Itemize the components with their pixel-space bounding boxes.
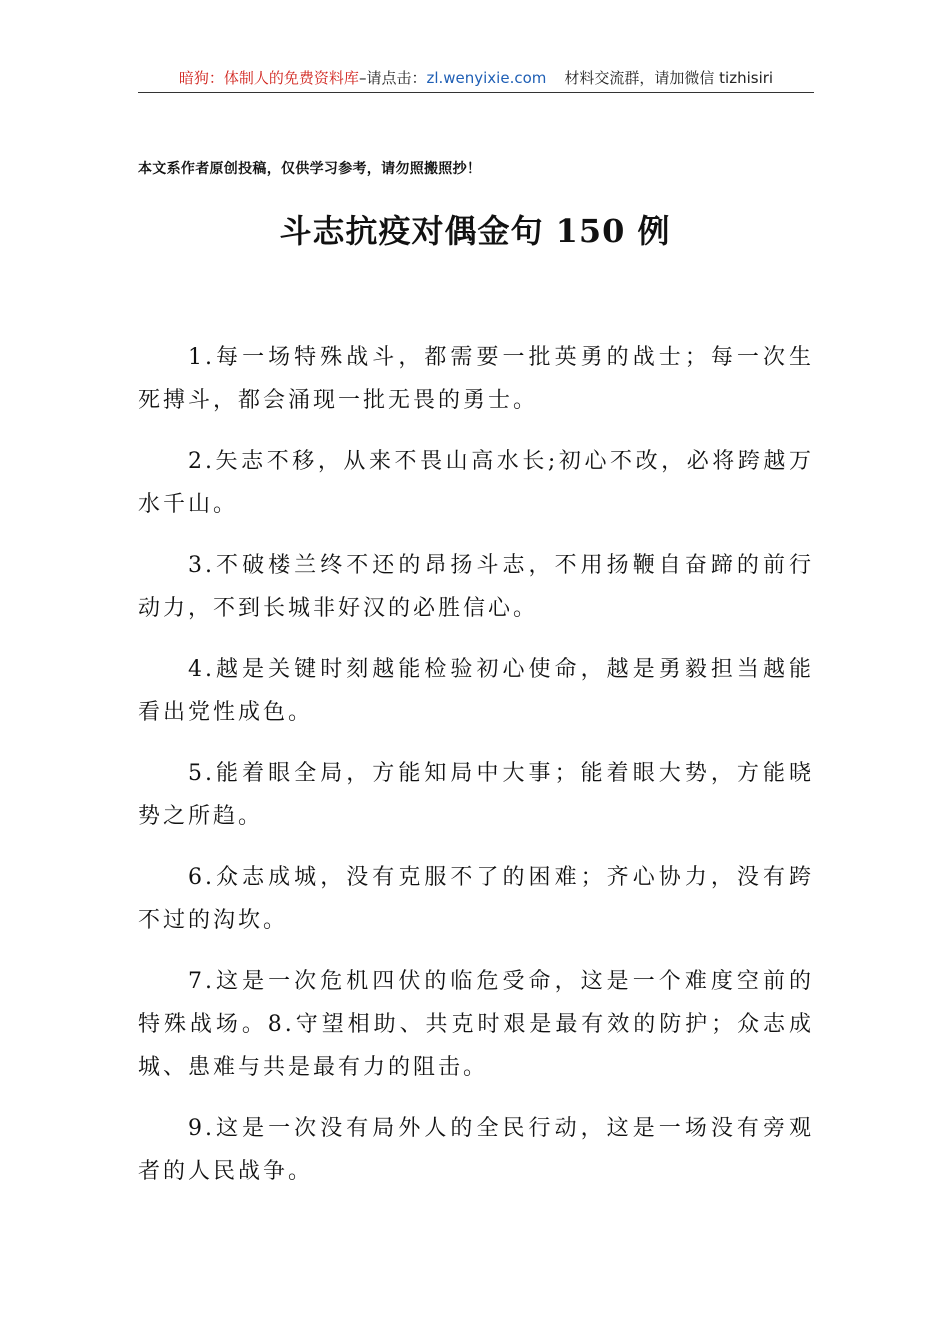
paragraph: 1.每一场特殊战斗，都需要一批英勇的战士；每一次生死搏斗，都会涌现一批无畏的勇士。 — [138, 345, 814, 413]
header-group-text: 材料交流群，请加微信 tizhisiri — [564, 69, 774, 87]
header-url-link[interactable]: zl.wenyixie.com — [426, 69, 547, 87]
header-brand: 暗狗：体制人的免费资料库 — [178, 69, 359, 87]
header-click-prompt: –请点击： — [358, 69, 427, 87]
document-title: 斗志抗疫对偶金句 150 例 — [279, 212, 671, 250]
document-body — [138, 336, 814, 1211]
paragraph: 5.能着眼全局，方能知局中大事；能着眼大势，方能晓势之所趋。 — [138, 761, 814, 829]
paragraph: 4.越是关键时刻越能检验初心使命，越是勇毅担当越能看出党性成色。 — [138, 657, 814, 725]
paragraph: 3.不破楼兰终不还的昂扬斗志，不用扬鞭自奋蹄的前行动力，不到长城非好汉的必胜信心。 — [138, 553, 814, 621]
copyright-notice: 本文系作者原创投稿，仅供学习参考，请勿照搬照抄！ — [138, 161, 482, 177]
page-header — [138, 66, 814, 93]
paragraph: 6.众志成城，没有克服不了的困难；齐心协力，没有跨不过的沟坎。 — [138, 865, 814, 933]
paragraph: 9.这是一次没有局外人的全民行动，这是一场没有旁观者的人民战争。 — [138, 1116, 814, 1184]
paragraph: 7.这是一次危机四伏的临危受命，这是一个难度空前的特殊战场。8.守望相助、共克时艰是最有效的防护；众志成城、患难与共是最有力的阻击。 — [138, 969, 814, 1080]
paragraph: 2.矢志不移，从来不畏山高水长;初心不改，必将跨越万水千山。 — [138, 449, 814, 517]
